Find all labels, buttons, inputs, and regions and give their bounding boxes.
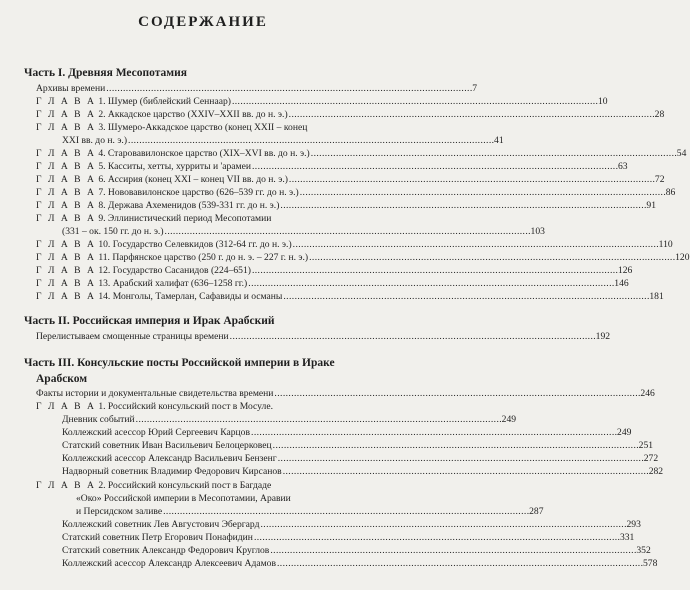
toc-entry[interactable] bbox=[36, 252, 690, 264]
toc-entry[interactable] bbox=[36, 83, 478, 95]
entry-text: 14. Монголы, Тамерлан, Сафавиды и османы bbox=[98, 291, 283, 302]
entry-page: 287 bbox=[529, 506, 544, 517]
entry-text: 8. Держава Ахеменидов (539-331 гг. до н. э.) bbox=[98, 200, 280, 211]
toc-entry[interactable] bbox=[36, 278, 629, 290]
entry-page: 63 bbox=[618, 161, 628, 172]
chapter-label: Г Л А В А bbox=[36, 122, 96, 133]
toc-entry[interactable] bbox=[36, 174, 665, 186]
chapter-label: Г Л А В А bbox=[36, 148, 96, 159]
entry-text: Статский советник Александр Федорович Круглов bbox=[62, 545, 270, 556]
toc-entry-continued[interactable] bbox=[76, 506, 544, 518]
toc-entry[interactable] bbox=[36, 480, 271, 492]
chapter-label: Г Л А В А bbox=[36, 174, 96, 185]
toc-entry[interactable] bbox=[62, 545, 651, 557]
toc-entry[interactable] bbox=[36, 96, 608, 108]
entry-text: 11. Парфянское царство (250 г. до н. э. – 227 г. н. э.) bbox=[98, 252, 309, 263]
entry-page: 352 bbox=[636, 545, 651, 556]
chapter-label: Г Л А В А bbox=[36, 401, 96, 412]
toc-entry[interactable] bbox=[62, 558, 658, 570]
entry-page: 146 bbox=[614, 278, 629, 289]
entry-text: 1. Шумер (библейский Сеннаар) bbox=[98, 96, 231, 107]
toc-entry[interactable] bbox=[36, 401, 273, 413]
chapter-label: Г Л А В А bbox=[36, 161, 96, 172]
entry-text: 2. Российский консульский пост в Багдаде bbox=[98, 480, 272, 491]
toc-entry[interactable] bbox=[36, 213, 271, 225]
entry-page: 41 bbox=[494, 135, 504, 146]
toc-entry[interactable] bbox=[36, 161, 628, 173]
part-1-title: Часть I. Древняя Месопотамия bbox=[24, 67, 187, 79]
chapter-label: Г Л А В А bbox=[36, 278, 96, 289]
entry-page: 72 bbox=[654, 174, 665, 185]
toc-entry[interactable] bbox=[36, 291, 664, 303]
toc-entry-continued[interactable] bbox=[62, 135, 504, 147]
entry-text: Статский советник Иван Васильевич Белоцерковец bbox=[62, 440, 272, 451]
part-3-title-line2: Арабском bbox=[36, 373, 88, 385]
entry-page: 91 bbox=[646, 200, 656, 211]
toc-entry[interactable] bbox=[62, 453, 659, 465]
toc-entry[interactable] bbox=[62, 466, 664, 478]
entry-text: 2. Аккадское царство (XXIV–XXII вв. до н. э.) bbox=[98, 109, 288, 120]
entry-page: 251 bbox=[638, 440, 654, 451]
entry-text: Коллежский советник Лев Августович Эбергард bbox=[62, 519, 260, 530]
entry-text: 12. Государство Сасанидов (224–651) bbox=[98, 265, 251, 276]
entry-page: 28 bbox=[654, 109, 665, 120]
toc-entry[interactable] bbox=[62, 427, 632, 439]
entry-text: Коллежский асессор Александр Алексеевич Адамов bbox=[62, 558, 276, 569]
entry-text: XXI вв. до н. э.) bbox=[62, 135, 128, 146]
entry-text: 6. Ассирия (конец XXI – конец VII вв. до н. э.) bbox=[98, 174, 288, 185]
toc-entry[interactable] bbox=[62, 440, 654, 452]
entry-text: Коллежский асессор Юрий Сергеевич Карцов bbox=[62, 427, 251, 438]
part-3-title-line1: Часть III. Консульские посты Российской империи в Ираке bbox=[24, 357, 335, 369]
entry-text: Дневник событий bbox=[62, 414, 135, 425]
entry-text: «Око» Российской империи в Месопотамии, Аравии bbox=[76, 493, 291, 504]
entry-text: Архивы времени bbox=[36, 83, 106, 94]
entry-page: 10 bbox=[597, 96, 608, 107]
entry-page: 120 bbox=[675, 252, 690, 263]
entry-text: и Персидском заливе bbox=[76, 506, 163, 517]
entry-text: Надворный советник Владимир Федорович Кирсанов bbox=[62, 466, 282, 477]
entry-text: 9. Эллинистический период Месопотамии bbox=[98, 213, 272, 224]
toc-entry[interactable] bbox=[62, 532, 635, 544]
entry-page: 249 bbox=[501, 414, 517, 425]
toc-entry[interactable] bbox=[36, 148, 687, 160]
entry-page: 293 bbox=[626, 519, 641, 530]
entry-text: 13. Арабский халифат (636–1258 гг.) bbox=[98, 278, 248, 289]
chapter-label: Г Л А В А bbox=[36, 109, 96, 120]
entry-page: 272 bbox=[643, 453, 659, 464]
entry-page: 54 bbox=[676, 148, 687, 159]
entry-page: 103 bbox=[530, 226, 545, 237]
chapter-label: Г Л А В А bbox=[36, 200, 96, 211]
toc-entry-continued[interactable] bbox=[76, 493, 291, 505]
entry-text: Факты истории и документальные свидетельства времени bbox=[36, 388, 274, 399]
entry-text: 5. Касситы, хетты, хурриты и 'арамеи bbox=[98, 161, 251, 172]
entry-page: 246 bbox=[640, 388, 655, 399]
entry-page: 331 bbox=[619, 532, 635, 543]
toc-entry[interactable] bbox=[36, 239, 673, 251]
part-2-title: Часть II. Российская империя и Ирак Арабский bbox=[24, 315, 275, 327]
chapter-label: Г Л А В А bbox=[36, 213, 96, 224]
entry-text: 3. Шумеро-Аккадское царство (конец XXII – конец bbox=[98, 122, 308, 133]
toc-entry[interactable] bbox=[36, 187, 676, 199]
entry-text: 1. Российский консульский пост в Мосуле. bbox=[98, 401, 273, 412]
toc-entry[interactable] bbox=[36, 109, 665, 121]
entry-page: 578 bbox=[643, 558, 658, 569]
entry-text: Коллежский асессор Александр Васильевич Бензенг bbox=[62, 453, 277, 464]
entry-text: (331 – ок. 150 гг. до н. э.) bbox=[62, 226, 164, 237]
toc-entry[interactable] bbox=[36, 265, 633, 277]
page-title: СОДЕРЖАНИЕ bbox=[138, 14, 268, 30]
chapter-label: Г Л А В А bbox=[36, 252, 96, 263]
toc-entry[interactable] bbox=[62, 519, 641, 531]
chapter-label: Г Л А В А bbox=[36, 265, 96, 276]
toc-entry[interactable] bbox=[36, 331, 611, 343]
toc-entry[interactable] bbox=[36, 200, 656, 212]
entry-page: 7 bbox=[472, 83, 478, 94]
entry-text: 10. Государство Селевкидов (312-64 гг. до н. э.) bbox=[98, 239, 292, 250]
entry-text: 4. Старовавилонское царство (XIX–XVI вв. до н. э.) bbox=[98, 148, 310, 159]
chapter-label: Г Л А В А bbox=[36, 96, 96, 107]
entry-page: 181 bbox=[649, 291, 664, 302]
entry-page: 110 bbox=[658, 239, 673, 250]
toc-entry[interactable] bbox=[36, 122, 307, 134]
chapter-label: Г Л А В А bbox=[36, 239, 96, 250]
chapter-label: Г Л А В А bbox=[36, 480, 96, 491]
chapter-label: Г Л А В А bbox=[36, 187, 96, 198]
entry-text: Статский советник Петр Егорович Понафидин bbox=[62, 532, 253, 543]
toc-entry[interactable] bbox=[62, 414, 517, 426]
entry-page: 249 bbox=[617, 427, 632, 438]
entry-page: 282 bbox=[648, 466, 664, 477]
toc-entry[interactable] bbox=[36, 388, 655, 400]
entry-page: 126 bbox=[617, 265, 633, 276]
entry-page: 192 bbox=[595, 331, 611, 342]
chapter-label: Г Л А В А bbox=[36, 291, 96, 302]
entry-page: 86 bbox=[665, 187, 676, 198]
entry-text: Перелистываем смощенные страницы времени bbox=[36, 331, 229, 342]
entry-text: 7. Нововавилонское царство (626–539 гг. до н. э.) bbox=[98, 187, 299, 198]
toc-entry-continued[interactable] bbox=[62, 226, 545, 238]
